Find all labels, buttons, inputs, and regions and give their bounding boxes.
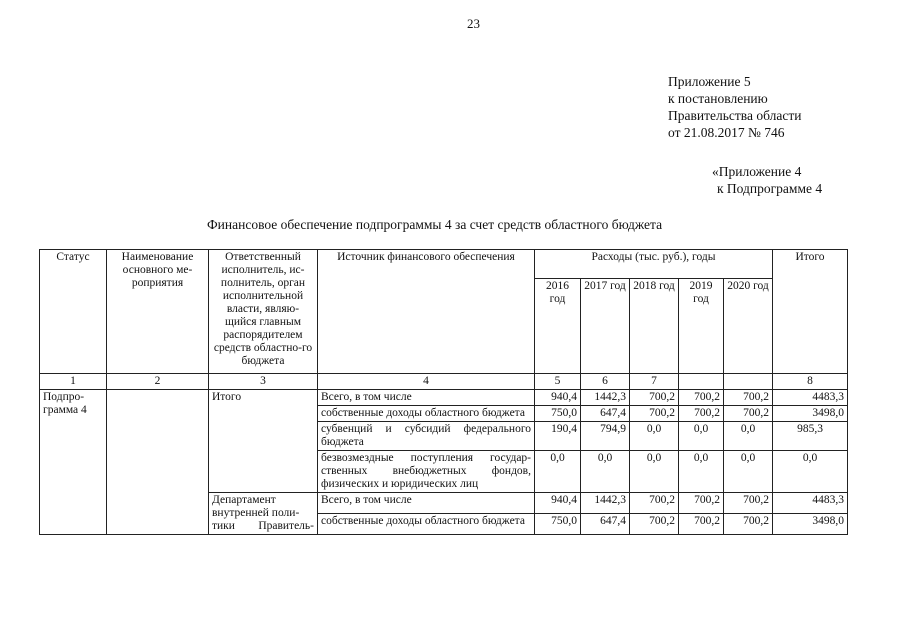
responsible-line: Департамент [212, 494, 276, 506]
value-cell: 0,0 [630, 451, 679, 493]
value-cell: 940,4 [535, 390, 581, 406]
value-cell: 0,0 [630, 422, 679, 451]
value-cell: 700,2 [724, 406, 773, 422]
column-number: 4 [318, 374, 535, 390]
responsible-cell [209, 493, 318, 535]
responsible-word: Правитель- [258, 520, 314, 532]
header-responsible: Ответственный исполнитель, ис-полнитель, орган исполнительной власти, являю-щийся главным распорядителем средств областно-го бюджета [209, 250, 318, 374]
value-cell: 794,9 [581, 422, 630, 451]
appendix-line: к постановлению [668, 91, 768, 106]
value-cell: 700,2 [630, 390, 679, 406]
value-cell: 0,0 [679, 422, 724, 451]
value-cell: 700,2 [679, 493, 724, 514]
value-cell: 700,2 [724, 493, 773, 514]
value-cell: 700,2 [679, 514, 724, 535]
responsible-line [212, 520, 314, 533]
table-number-row [40, 374, 848, 390]
value-cell: 700,2 [630, 406, 679, 422]
source-cell: собственные доходы областного бюджета [318, 514, 535, 535]
column-number: 2 [107, 374, 209, 390]
header-total: Итого [773, 250, 848, 374]
value-cell: 1442,3 [581, 493, 630, 514]
header-expenses: Расходы (тыс. руб.), годы [535, 250, 773, 279]
value-cell: 0,0 [724, 451, 773, 493]
column-number: 6 [581, 374, 630, 390]
appendix-block [668, 73, 801, 141]
value-cell: 700,2 [679, 390, 724, 406]
table-header-row [40, 250, 848, 279]
table-row [40, 390, 848, 406]
column-number: 1 [40, 374, 107, 390]
total-cell: 3498,0 [773, 406, 848, 422]
source-cell: Всего, в том числе [318, 390, 535, 406]
value-cell: 647,4 [581, 406, 630, 422]
source-cell: Всего, в том числе [318, 493, 535, 514]
year-cell: 2019 год [679, 279, 724, 374]
appendix-line: от 21.08.2017 № 746 [668, 125, 785, 140]
column-number: 3 [209, 374, 318, 390]
value-cell: 750,0 [535, 406, 581, 422]
year-cell: 2016 год [535, 279, 581, 374]
total-cell: 985,3 [773, 422, 848, 451]
value-cell: 700,2 [630, 514, 679, 535]
status-cell: Подпро-грамма 4 [40, 390, 107, 535]
name-cell [107, 390, 209, 535]
source-cell: субвенций и субсидий федерального бюджета [318, 422, 535, 451]
value-cell: 700,2 [679, 406, 724, 422]
value-cell: 750,0 [535, 514, 581, 535]
value-cell: 0,0 [724, 422, 773, 451]
total-cell: 4483,3 [773, 493, 848, 514]
column-number: 7 [630, 374, 679, 390]
column-number: 5 [535, 374, 581, 390]
appendix-block-2 [712, 163, 822, 197]
value-cell: 700,2 [630, 493, 679, 514]
responsible-cell: Итого [209, 390, 318, 493]
value-cell: 0,0 [679, 451, 724, 493]
column-number [679, 374, 724, 390]
value-cell: 190,4 [535, 422, 581, 451]
column-number [724, 374, 773, 390]
header-status: Статус [40, 250, 107, 374]
total-cell: 3498,0 [773, 514, 848, 535]
source-cell: безвозмездные поступления государ-ственных внебюджетных фондов, физических и юридических лиц [318, 451, 535, 493]
header-name: Наименование основного ме-роприятия [107, 250, 209, 374]
year-cell: 2018 год [630, 279, 679, 374]
year-cell: 2020 год [724, 279, 773, 374]
value-cell: 700,2 [724, 390, 773, 406]
value-cell: 700,2 [724, 514, 773, 535]
header-source: Источник финансового обеспечения [318, 250, 535, 374]
value-cell: 0,0 [535, 451, 581, 493]
financing-table [39, 249, 848, 535]
total-cell: 4483,3 [773, 390, 848, 406]
value-cell: 647,4 [581, 514, 630, 535]
total-cell: 0,0 [773, 451, 848, 493]
responsible-word: тики [212, 520, 235, 532]
value-cell: 940,4 [535, 493, 581, 514]
document-title: Финансовое обеспечение подпрограммы 4 за счет средств областного бюджета [207, 217, 663, 232]
responsible-line: внутренней поли- [212, 507, 300, 519]
page-number: 23 [467, 16, 480, 31]
appendix-line: к Подпрограмме 4 [717, 181, 823, 196]
column-number: 8 [773, 374, 848, 390]
source-cell: собственные доходы областного бюджета [318, 406, 535, 422]
appendix-line: Правительства области [668, 108, 802, 123]
value-cell: 0,0 [581, 451, 630, 493]
year-cell: 2017 год [581, 279, 630, 374]
appendix-line: Приложение 5 [668, 74, 751, 89]
value-cell: 1442,3 [581, 390, 630, 406]
appendix-line: «Приложение 4 [712, 164, 802, 179]
